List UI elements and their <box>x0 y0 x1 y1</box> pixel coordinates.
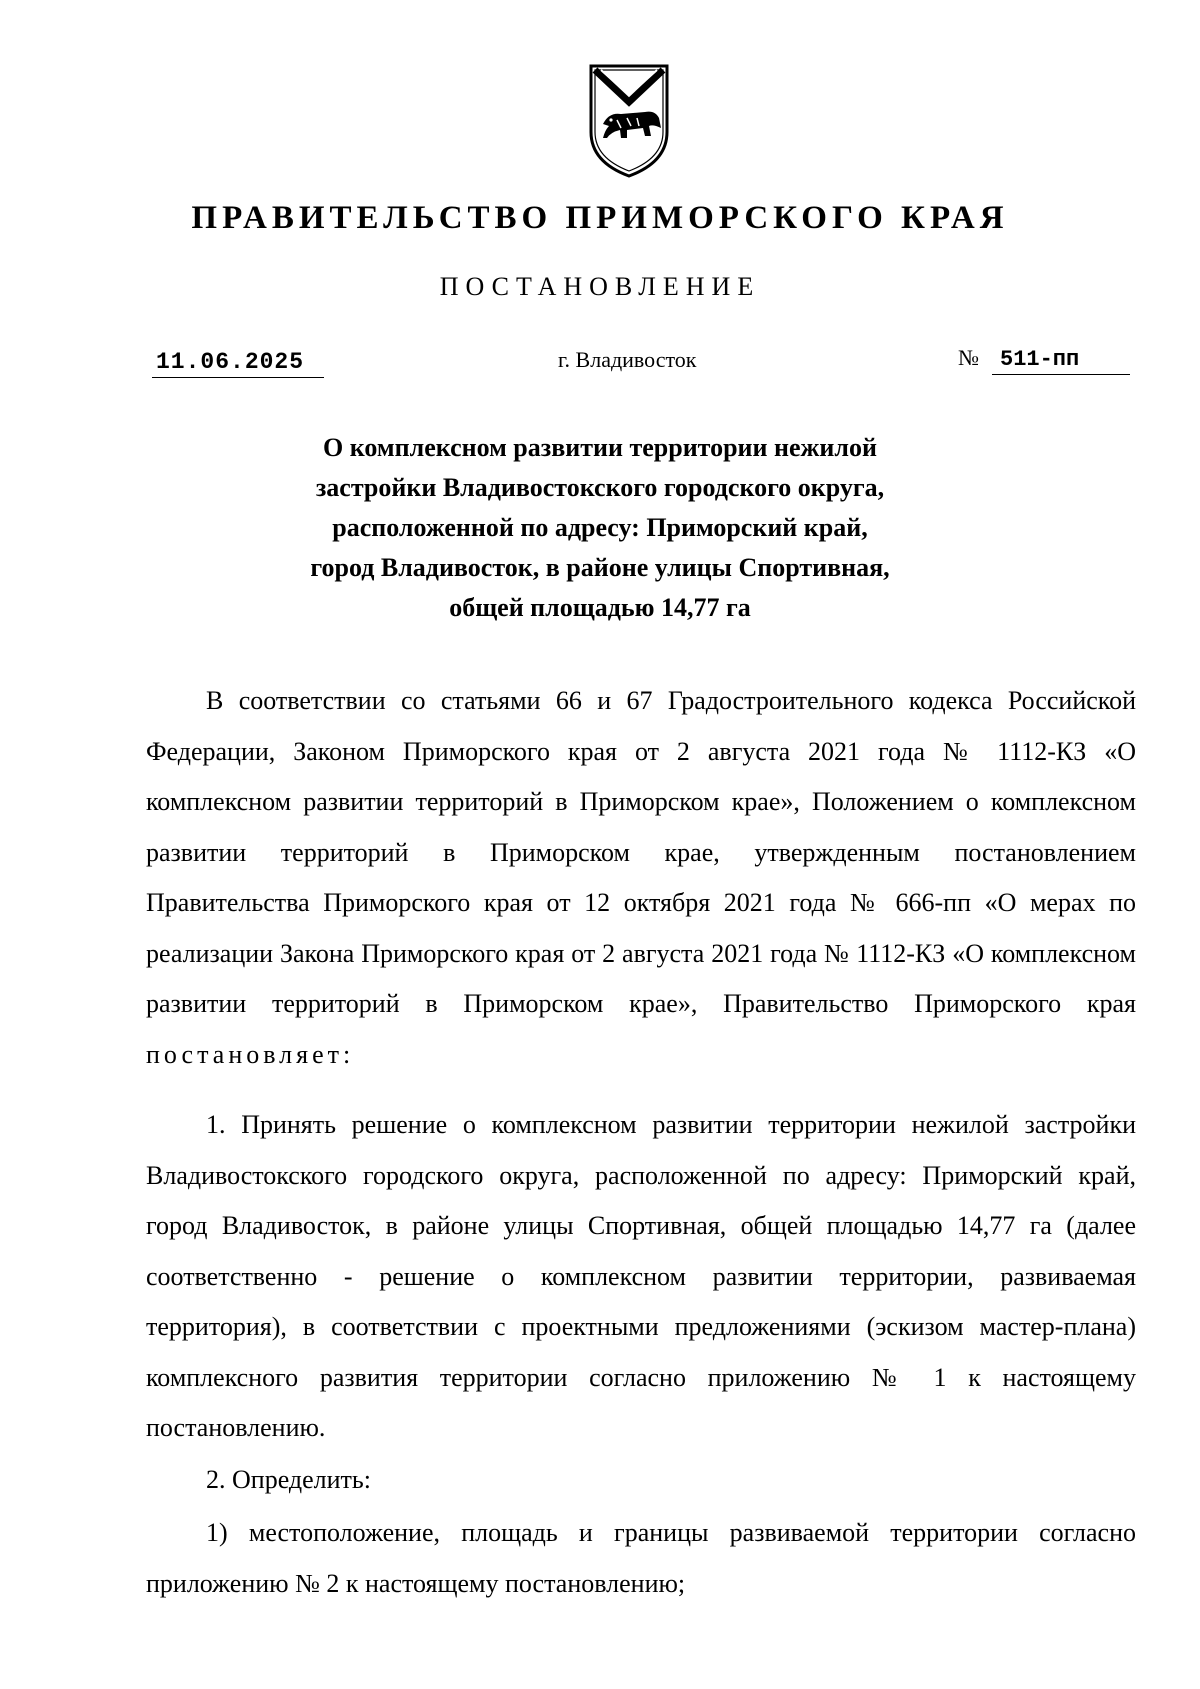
item-2-block <box>146 1455 1136 1506</box>
decree-word: постановляет: <box>146 1039 355 1069</box>
document-subject <box>0 428 1200 628</box>
item-1-paragraph: 1. Принять решение о комплексном развитии территории нежилой застройки Владивостокского городского округа, расположенной по адресу: Приморский край, город Владивосток, в районе улицы Спортивная, общей площадью 14,77 га (далее соответственно - решение о комплексном развитии территории, развиваемая территория), в соответствии с проектными предложениями (эскизом мастер-плана) комплексного развития территории согласно приложению № 1 к настоящему постановлению. <box>146 1110 1136 1442</box>
subject-line: город Владивосток, в районе улицы Спортивная, <box>310 553 890 582</box>
document-number-block <box>958 345 1130 371</box>
document-type: ПОСТАНОВЛЕНИЕ <box>439 272 761 301</box>
organization-title: ПРАВИТЕЛЬСТВО ПРИМОРСКОГО КРАЯ <box>191 200 1009 236</box>
document-date: 11.06.2025 <box>152 349 324 378</box>
document-meta-row <box>0 345 1200 385</box>
item-2-1-paragraph: 1) местоположение, площадь и границы развиваемой территории согласно приложению № 2 к настоящему постановлению; <box>146 1518 1136 1598</box>
preamble-paragraph-block <box>146 676 1136 1080</box>
subject-line: расположенной по адресу: Приморский край, <box>332 513 868 542</box>
item-1-block <box>146 1100 1136 1454</box>
subject-line: О комплексном развитии территории нежилой <box>323 433 877 462</box>
preamble-paragraph <box>146 676 1136 1080</box>
item-2-paragraph: 2. Определить: <box>206 1465 371 1494</box>
number-sign: № <box>958 345 979 370</box>
document-city: г. Владивосток <box>558 347 697 372</box>
document-number: 511-пп <box>992 347 1130 375</box>
subject-line: застройки Владивостокского городского округа, <box>315 473 885 502</box>
preamble-text: В соответствии со статьями 66 и 67 Градостроительного кодекса Российской Федерации, Законом Приморского края от 2 августа 2021 года № 1112-КЗ «О комплексном развитии территорий в Приморском крае», Положением о комплексном развитии территорий в Приморском крае, утвержденным постановлением Правительства Приморского края от 12 октября 2021 года № 666-пп «О мерах по реализации Закона Приморского края от 2 августа 2021 года № 1112-КЗ «О комплексном развитии территорий в Приморском крае», Правительство Приморского края <box>146 686 1136 1018</box>
coat-of-arms-emblem <box>587 62 671 180</box>
item-2-1-block <box>146 1508 1136 1609</box>
subject-line: общей площадью 14,77 га <box>449 593 751 622</box>
